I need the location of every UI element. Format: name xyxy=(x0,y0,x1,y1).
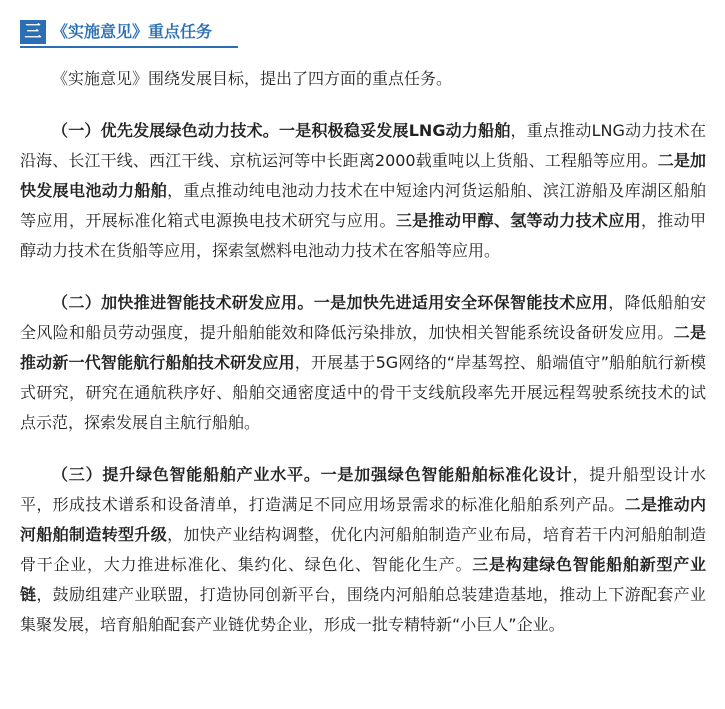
task-1-point-1-heading: 一是积极稳妥发展LNG动力船舶 xyxy=(279,121,511,140)
task-2-point-1-heading: 一是加快先进适用安全环保智能技术应用 xyxy=(313,293,609,312)
task-2-point-2-text: ，开展基于5G网络的“岸基驾控、船端值守”船舶航行新模式研究，研究在通航秩序好、船舶交通密度适中的骨干支线航段率先开展远程驾驶系统技术的试点示范，探索发展自主航行船舶。 xyxy=(20,353,706,432)
task-1-point-2-heading: 二是加快发展电池动力船舶 xyxy=(20,151,706,200)
article-body xyxy=(20,64,706,640)
task-2-heading: （二）加快推进智能技术研发应用。 xyxy=(52,293,314,312)
task-paragraph-3 xyxy=(20,460,706,640)
task-1-point-1-text: ，重点推动LNG动力技术在沿海、长江干线、西江干线、京杭运河等中长距离2000载重吨以上货船、工程船等应用。 xyxy=(20,121,706,170)
task-2-point-1-text: ，降低船舶安全风险和船员劳动强度，提升船舶能效和降低污染排放，加快相关智能系统设备研发应用。 xyxy=(20,293,706,342)
task-3-point-1-text: ，提升船型设计水平，形成技术谱系和设备清单，打造满足不同应用场景需求的标准化船舶系列产品。 xyxy=(20,465,706,514)
task-3-point-1-heading: 一是加强绿色智能船舶标准化设计 xyxy=(320,465,573,484)
task-3-heading: （三）提升绿色智能船舶产业水平。 xyxy=(52,465,321,484)
task-3-point-2-heading: 二是推动内河船舶制造转型升级 xyxy=(20,495,706,544)
task-3-point-2-text: ，加快产业结构调整，优化内河船舶制造产业布局，培育若干内河船舶制造骨干企业，大力推进标准化、集约化、绿色化、智能化生产。 xyxy=(20,525,706,574)
task-1-point-3-text: ，推动甲醇动力技术在货船等应用，探索氢燃料电池动力技术在客船等应用。 xyxy=(20,211,706,260)
task-paragraph-2 xyxy=(20,288,706,438)
task-1-heading: （一）优先发展绿色动力技术。 xyxy=(52,121,280,140)
section-header xyxy=(20,20,238,48)
task-3-point-3-text: ，鼓励组建产业联盟，打造协同创新平台，围绕内河船舶总装建造基地，推动上下游配套产业集聚发展，培育船舶配套产业链优势企业，形成一批专精特新“小巨人”企业。 xyxy=(20,585,706,634)
section-number-badge: 三 xyxy=(20,20,46,44)
task-1-point-3-heading: 三是推动甲醇、氢等动力技术应用 xyxy=(395,211,641,230)
task-2-point-2-heading: 二是推动新一代智能航行船舶技术研发应用 xyxy=(20,323,706,372)
task-3-point-3-heading: 三是构建绿色智能船舶新型产业链 xyxy=(20,555,706,604)
task-1-point-2-text: ，重点推动纯电池动力技术在中短途内河货运船舶、滨江游船及库湖区船舶等应用，开展标准化箱式电源换电技术研究与应用。 xyxy=(20,181,706,230)
task-paragraph-1 xyxy=(20,116,706,266)
intro-paragraph: 《实施意见》围绕发展目标，提出了四方面的重点任务。 xyxy=(52,69,453,88)
section-title: 《实施意见》重点任务 xyxy=(52,22,213,41)
